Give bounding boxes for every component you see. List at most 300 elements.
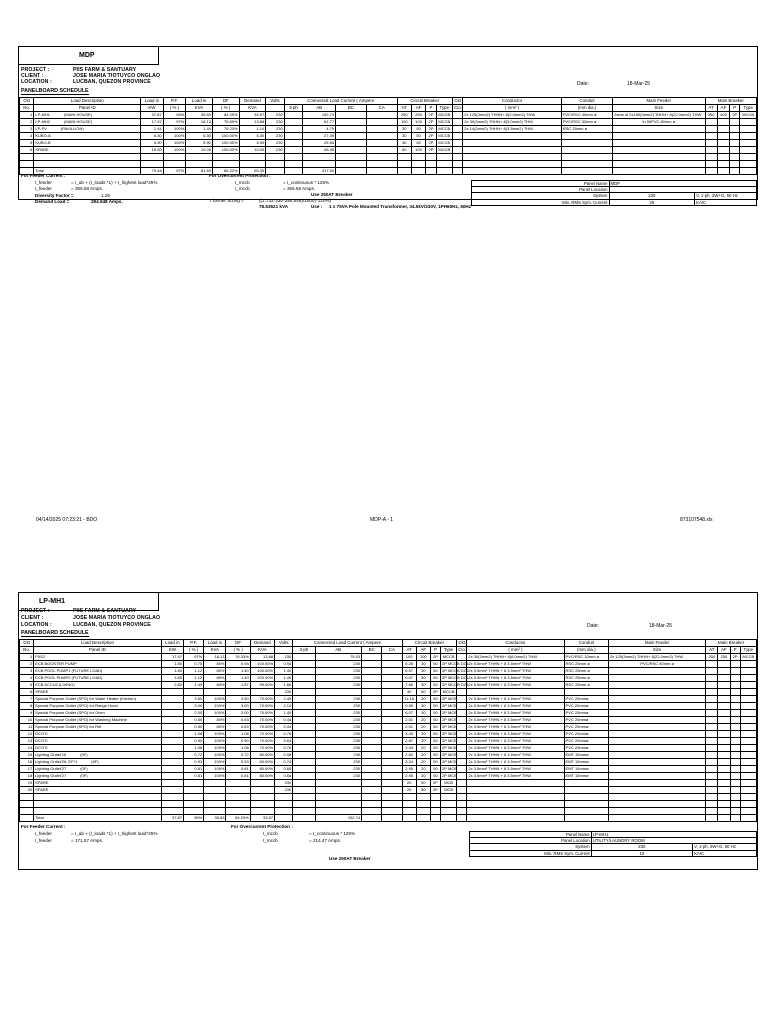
cell-3ph bbox=[284, 126, 302, 133]
panel-id-text: LP-MH2 bbox=[35, 119, 51, 125]
cell-empty bbox=[730, 780, 740, 787]
cell-ca bbox=[382, 668, 402, 675]
panel-id bbox=[34, 147, 141, 154]
col-subheader-af: AF bbox=[416, 647, 430, 654]
panel-id bbox=[34, 766, 162, 773]
cell-df: 3.50 bbox=[226, 696, 250, 703]
cell-cb-at: 3.43 bbox=[402, 745, 416, 752]
cell-ca bbox=[382, 717, 402, 724]
cell-bc bbox=[362, 682, 382, 689]
cell-mb-at: 350 bbox=[705, 112, 717, 119]
cell-cb-af: 100 bbox=[411, 119, 425, 126]
col-subheader-mmdia: (mm dia.) bbox=[561, 105, 612, 112]
cell-pf: 0.50 bbox=[183, 724, 203, 731]
cell-conduit: PVC 20mmø bbox=[564, 710, 609, 717]
cell-kva: 100% bbox=[204, 696, 226, 703]
cell-v: 0.76 bbox=[275, 745, 293, 752]
cell-3ph bbox=[293, 766, 315, 773]
cell-cb-p: 50 bbox=[430, 710, 440, 717]
ckt-no: 18 bbox=[20, 773, 34, 780]
cell-kw bbox=[161, 717, 183, 724]
cell-empty bbox=[706, 808, 718, 815]
ckt-no: 17 bbox=[20, 766, 34, 773]
cell-empty bbox=[706, 766, 718, 773]
cell-empty bbox=[226, 801, 250, 808]
cell-empty bbox=[718, 745, 730, 752]
date-value: 18-Mar-25 bbox=[649, 623, 673, 629]
panel-desc: (0F) bbox=[80, 766, 88, 772]
date-label: Date: bbox=[587, 623, 599, 629]
col-subheader-pct2: ( % ) bbox=[226, 647, 250, 654]
cell-cb-af: 50 bbox=[411, 126, 425, 133]
cell-pf: 95% bbox=[163, 112, 186, 119]
cell-cio bbox=[457, 731, 467, 738]
cell-cb-t: 2P MCB bbox=[442, 703, 457, 709]
cell-empty bbox=[402, 808, 416, 815]
cell-empty bbox=[564, 801, 609, 808]
cell-cb-af: 100 bbox=[416, 654, 430, 661]
cell-empty bbox=[718, 668, 730, 675]
cell-conduit: PVC 20mmø bbox=[564, 703, 609, 710]
table-row bbox=[20, 752, 757, 759]
cell-kw: 5.90 bbox=[141, 140, 164, 147]
table-row bbox=[20, 675, 757, 682]
cell-v: 0.74 bbox=[275, 759, 293, 766]
demand-value: 284.548 Amps. bbox=[91, 199, 123, 204]
cell-conduit bbox=[564, 689, 609, 696]
cell-empty bbox=[457, 794, 467, 801]
cell-3ph bbox=[293, 759, 315, 766]
cell-empty bbox=[740, 815, 756, 822]
col-header-pf: P.F. bbox=[163, 98, 186, 105]
cell-empty bbox=[740, 731, 756, 738]
cell-empty bbox=[718, 703, 730, 710]
cell-conductor bbox=[463, 147, 562, 154]
total-kw: 79.48 bbox=[141, 168, 164, 175]
ocp-2-lhs: I_mccb bbox=[235, 186, 250, 191]
cell-kw bbox=[161, 752, 183, 759]
cell-empty bbox=[718, 773, 730, 780]
panel-id bbox=[34, 738, 162, 745]
panel-name: LP-MH1 bbox=[591, 832, 756, 838]
cell-ab: 230 bbox=[315, 668, 362, 675]
cell-conduit: PVC/RSC 32mm ø bbox=[564, 654, 609, 661]
cell-empty bbox=[730, 133, 740, 140]
ocp-1-rhs: = I_continuous * 125% bbox=[309, 831, 356, 836]
cell-empty bbox=[561, 161, 612, 168]
cell-kva: 10.00 bbox=[186, 147, 213, 154]
cell-kva: 100% bbox=[204, 703, 226, 710]
col-subheader-pct: ( % ) bbox=[183, 647, 203, 654]
cell-empty bbox=[718, 752, 730, 759]
ckt-no: 9 bbox=[20, 710, 34, 717]
cell-ca bbox=[382, 780, 402, 787]
cell-empty bbox=[740, 668, 756, 675]
col-subheader-type: Type bbox=[436, 105, 452, 112]
col-subheader-size: Size bbox=[613, 105, 705, 112]
col-subheader-ca: CA bbox=[382, 647, 402, 654]
cell-kw: 1.44 bbox=[141, 126, 164, 133]
cell-mb-empty bbox=[705, 119, 717, 126]
cell-empty bbox=[717, 154, 729, 161]
cell-empty bbox=[706, 731, 718, 738]
panel-id-text: Special Purpose Outlet (SPO) for Ref bbox=[35, 724, 102, 730]
cell-empty bbox=[212, 161, 239, 168]
col-header-df: DF bbox=[212, 98, 239, 105]
cell-kva bbox=[204, 787, 226, 794]
cell-cio bbox=[457, 724, 467, 731]
table-row bbox=[20, 126, 757, 133]
cell-conductor: 2x 14(3mm2) THHN+ 8(3.5mm2) THW bbox=[463, 126, 562, 133]
cell-kw: 1.80 bbox=[161, 661, 183, 668]
cell-cb-t: 2P MCB bbox=[442, 696, 457, 702]
ocp-2-rhs: = 214.47 Amps. bbox=[309, 838, 342, 843]
cell-kva: 5.90 bbox=[186, 140, 213, 147]
cell-empty bbox=[426, 154, 436, 161]
cell-df: 75.69% bbox=[212, 119, 239, 126]
col-subheader-kva: KVA bbox=[186, 105, 213, 112]
cell-pf: 100% bbox=[163, 140, 186, 147]
cell-cb-af: 30 bbox=[416, 682, 430, 689]
col-header-conductor: Conductor bbox=[467, 640, 564, 647]
cell-empty bbox=[161, 801, 183, 808]
panel-id-text: KUBO-B bbox=[35, 140, 51, 146]
cell-pf: 0.75 bbox=[183, 661, 203, 668]
cell-empty bbox=[730, 154, 740, 161]
cell-df: 76.33% bbox=[226, 654, 250, 661]
cell-kva bbox=[204, 689, 226, 696]
cell-bc bbox=[336, 126, 367, 133]
cell-cb-af: 250 bbox=[411, 112, 425, 119]
feeder-formula-2-rhs: = 355.68 Amps. bbox=[71, 186, 104, 191]
cell-empty bbox=[204, 794, 226, 801]
ckt-no: 5 bbox=[20, 682, 34, 689]
cell-cio bbox=[457, 752, 467, 759]
cell-df bbox=[226, 780, 250, 787]
cell-empty bbox=[250, 808, 274, 815]
table-row-empty bbox=[20, 154, 757, 161]
cell-empty bbox=[161, 794, 183, 801]
col-header-volts: Volts bbox=[275, 640, 293, 647]
cell-empty bbox=[730, 745, 740, 752]
cell-dem bbox=[250, 689, 274, 696]
panel-id-text: SPARE bbox=[35, 689, 49, 695]
cell-dem bbox=[250, 780, 274, 787]
cell-empty bbox=[706, 773, 718, 780]
cell-empty bbox=[20, 815, 34, 822]
cell-kw: 6.30 bbox=[141, 133, 164, 140]
cell-empty bbox=[740, 745, 756, 752]
cell-v: 230 bbox=[275, 780, 293, 787]
cell-mb-empty bbox=[740, 119, 757, 126]
cell-3ph bbox=[284, 119, 302, 126]
cell-ca bbox=[382, 661, 402, 668]
cell-cb-p: 2P bbox=[430, 689, 440, 696]
cell-empty bbox=[730, 126, 740, 133]
cell-empty bbox=[204, 808, 226, 815]
panel-id-text: DCO'S bbox=[35, 731, 48, 737]
cell-empty bbox=[609, 759, 706, 766]
cell-cb-t: 2P MCB bbox=[442, 710, 457, 716]
cell-kw: 10.00 bbox=[141, 147, 164, 154]
cell-empty bbox=[467, 794, 564, 801]
system-spec: V, 1-ph, 2W+G, 60 Hz bbox=[693, 844, 757, 850]
cell-ab: 230 bbox=[315, 696, 362, 703]
cell-bc bbox=[362, 696, 382, 703]
cell-cb-af: 30 bbox=[416, 675, 430, 682]
cell-ab: 25.65 bbox=[303, 140, 336, 147]
cell-empty bbox=[609, 731, 706, 738]
cell-pf: 1.12 bbox=[183, 668, 203, 675]
cell-ca bbox=[366, 147, 397, 154]
cell-empty bbox=[436, 161, 452, 168]
panel-id-text: Special Purpose Outlet (SPO) for Oven bbox=[35, 710, 105, 716]
cell-cb-p: 2P bbox=[430, 654, 440, 661]
cell-3ph bbox=[293, 661, 315, 668]
panelboard-sheet-lp-mh1 bbox=[18, 592, 758, 870]
ocp-1-lhs: I_mccb bbox=[235, 180, 250, 185]
cell-cb-at: 2.87 bbox=[402, 738, 416, 745]
ckt-no: 6 bbox=[20, 689, 34, 696]
table-row bbox=[20, 780, 757, 787]
cell-dem: 1.10 bbox=[239, 126, 266, 133]
cell-cb-af: 100 bbox=[411, 147, 425, 154]
cell-conductor: 2x 30(3mm2) THHN+ 8(6.0mm2) THW bbox=[467, 654, 564, 661]
cell-conduit: EMT 15mmø bbox=[564, 773, 609, 780]
cell-ca bbox=[382, 724, 402, 731]
panel-title: MDP bbox=[19, 47, 159, 65]
cell-empty bbox=[730, 724, 740, 731]
cell-cio bbox=[457, 717, 467, 724]
cell-bc bbox=[362, 745, 382, 752]
cell-ca bbox=[382, 787, 402, 794]
cell-kw bbox=[161, 724, 183, 731]
cell-cb-at: 30 bbox=[397, 140, 411, 147]
cell-dem: 13.88 bbox=[250, 654, 274, 661]
cell-ab: 230 bbox=[315, 724, 362, 731]
cell-empty bbox=[402, 801, 416, 808]
cell-empty bbox=[397, 154, 411, 161]
col-subheader-af: AF bbox=[718, 647, 730, 654]
cell-kva: 80% bbox=[204, 717, 226, 724]
col-header-ckt2: Ckt bbox=[458, 640, 466, 646]
cell-empty bbox=[436, 154, 452, 161]
cell-empty bbox=[705, 161, 717, 168]
panel-id-text: Lighting Outlet'27 bbox=[35, 766, 67, 772]
cell-empty bbox=[706, 682, 718, 689]
cell-kva: 100% bbox=[204, 759, 226, 766]
cell-conduit: PVC 20mmø bbox=[564, 696, 609, 703]
cell-empty bbox=[453, 161, 463, 168]
total-ab: 152.74 bbox=[315, 815, 362, 822]
cell-cb-p: 50 bbox=[430, 745, 440, 752]
cell-dem: 70.00% bbox=[250, 724, 274, 731]
col-subheader-panel_id: Panel ID bbox=[34, 105, 141, 112]
cell-cb-t: 2P MCCB DOL bbox=[442, 675, 470, 681]
panel-id bbox=[34, 140, 141, 147]
cell-pf: 1.08 bbox=[183, 731, 203, 738]
panel-id-text: LP-PV bbox=[35, 126, 47, 132]
cell-bc bbox=[336, 147, 367, 154]
cell-ab: 230 bbox=[315, 703, 362, 710]
cell-kva: 6.30 bbox=[186, 133, 213, 140]
table-row bbox=[20, 787, 757, 794]
cell-conduit: PVC 20mmø bbox=[564, 724, 609, 731]
cell-empty bbox=[717, 161, 729, 168]
cell-empty bbox=[730, 752, 740, 759]
cell-3ph bbox=[293, 745, 315, 752]
cell-empty bbox=[705, 140, 717, 147]
cell-empty bbox=[706, 724, 718, 731]
table-row bbox=[20, 703, 757, 710]
cell-empty bbox=[706, 738, 718, 745]
cell-3ph bbox=[293, 710, 315, 717]
cell-conduit: PVC 20mmø bbox=[564, 745, 609, 752]
cell-pf: 0.90 bbox=[183, 738, 203, 745]
cell-mb-af: 400 bbox=[717, 112, 729, 119]
col-header-load_in2: Load in bbox=[204, 640, 226, 647]
table-row-empty bbox=[20, 794, 757, 801]
tformer-value: 78.53521 kVA bbox=[259, 204, 289, 209]
cell-ca bbox=[382, 682, 402, 689]
cell-empty bbox=[34, 154, 141, 161]
cell-kva bbox=[204, 780, 226, 787]
cell-empty bbox=[718, 794, 730, 801]
cell-conductor bbox=[463, 140, 562, 147]
cell-ca bbox=[382, 759, 402, 766]
cell-conduit: EMT 15mmø bbox=[564, 752, 609, 759]
cell-cb-at: 100 bbox=[402, 654, 416, 661]
cell-conductor: 2x 3.5mm² THHN + 8 3.5mm² THW bbox=[467, 773, 564, 780]
diversity-label: Diversity Factor = bbox=[35, 193, 74, 198]
cell-empty bbox=[717, 168, 729, 175]
panel-id bbox=[34, 119, 141, 126]
total-dem: 69.35 bbox=[239, 168, 266, 175]
cell-v: 0.76 bbox=[275, 731, 293, 738]
cell-conduit: RSC 25mm ø bbox=[564, 661, 609, 668]
cell-dem: 80.00% bbox=[250, 766, 274, 773]
cell-empty bbox=[718, 710, 730, 717]
cell-empty bbox=[426, 161, 436, 168]
cell-cb-af: 20 bbox=[416, 759, 430, 766]
cell-empty bbox=[362, 801, 382, 808]
cell-empty bbox=[740, 689, 756, 696]
cell-empty bbox=[467, 815, 564, 822]
cell-empty bbox=[293, 794, 315, 801]
cell-conductor: 2x 3.5mm² THHN + 8 3.5mm² THW bbox=[467, 738, 564, 745]
cell-ca bbox=[382, 703, 402, 710]
col-header-ckt: Ckt bbox=[20, 98, 34, 105]
cell-cb-at: 250 bbox=[397, 112, 411, 119]
cell-v: 0.44 bbox=[275, 717, 293, 724]
cell-empty bbox=[366, 161, 397, 168]
cell-bc bbox=[362, 766, 382, 773]
cell-cb-af: 20 bbox=[416, 752, 430, 759]
cell-mb-empty bbox=[730, 661, 740, 668]
cell-df: 0.94 bbox=[226, 661, 250, 668]
cell-cb-af: 20 bbox=[416, 717, 430, 724]
cell-cb-at: 2.95 bbox=[402, 773, 416, 780]
cell-cb-p: 50 bbox=[430, 675, 440, 682]
cell-empty bbox=[362, 808, 382, 815]
cell-cio bbox=[457, 766, 467, 773]
col-subheader-at: AT bbox=[397, 105, 411, 112]
cell-cb-af: 30 bbox=[416, 668, 430, 675]
col-subheader-kw: KW bbox=[141, 105, 164, 112]
cell-pf: 0.81 bbox=[183, 766, 203, 773]
cell-conductor bbox=[467, 787, 564, 794]
cell-ab: 4.79 bbox=[303, 126, 336, 133]
cell-cb-af: 30 bbox=[416, 703, 430, 710]
ocp-1-lhs: I_mccb bbox=[263, 831, 278, 836]
col-header-conn-load: Connected Load Current ( Ampere bbox=[284, 98, 397, 105]
col-subheader-kva: KVA bbox=[204, 647, 226, 654]
cell-cb-af: 20 bbox=[416, 731, 430, 738]
cell-v: 0.44 bbox=[275, 724, 293, 731]
cell-empty bbox=[303, 154, 336, 161]
cell-empty bbox=[315, 808, 362, 815]
col-header-conduit: Conduit bbox=[564, 640, 609, 647]
col-header-main-feeder: Main Feeder bbox=[609, 640, 706, 647]
cell-conduit bbox=[561, 147, 612, 154]
cell-empty bbox=[706, 801, 718, 808]
cell-dem: 100.00% bbox=[250, 668, 274, 675]
cell-empty bbox=[366, 154, 397, 161]
panel-desc: (MAIN HOUSE) bbox=[64, 112, 93, 118]
cell-cb-p: 50 bbox=[430, 703, 440, 710]
cell-ca bbox=[382, 766, 402, 773]
cell-empty bbox=[564, 794, 609, 801]
cell-empty bbox=[239, 161, 266, 168]
cell-empty bbox=[457, 801, 467, 808]
cell-cio bbox=[457, 710, 467, 717]
cell-ab: 230 bbox=[315, 717, 362, 724]
tformer-formula: ((1.732*230*284.548)/1000)*120%) bbox=[259, 198, 332, 203]
cell-kva: 80% bbox=[204, 668, 226, 675]
cell-empty bbox=[609, 808, 706, 815]
cell-pf: 1.49 bbox=[183, 682, 203, 689]
cell-empty bbox=[20, 801, 34, 808]
cell-empty bbox=[740, 675, 756, 682]
cell-pf: 100% bbox=[163, 133, 186, 140]
tformer-label: T'former Sizing = bbox=[209, 198, 244, 203]
cell-empty bbox=[226, 808, 250, 815]
cell-empty bbox=[740, 161, 757, 168]
cell-conductor bbox=[467, 780, 564, 787]
cell-empty bbox=[609, 717, 706, 724]
panel-id-text: Lighting Outlet'26, EF*1 bbox=[35, 759, 78, 765]
col-subheader-af: AF bbox=[411, 105, 425, 112]
cell-empty bbox=[416, 801, 430, 808]
cell-empty bbox=[740, 766, 756, 773]
cell-3ph bbox=[293, 724, 315, 731]
date-label: Date: bbox=[577, 81, 589, 87]
cell-cio bbox=[453, 126, 463, 133]
cell-empty bbox=[740, 168, 757, 175]
table-row bbox=[20, 731, 757, 738]
panel-id-text: SPARE bbox=[35, 787, 49, 793]
table-row bbox=[20, 717, 757, 724]
ckt-no: 1 bbox=[20, 654, 34, 661]
cell-empty bbox=[303, 161, 336, 168]
col-subheader-three_ph: 3-ph bbox=[293, 647, 315, 654]
cell-conductor: 2x 5.5mm² THHN + 8 3.5mm² THW bbox=[467, 682, 564, 689]
cell-empty bbox=[740, 724, 756, 731]
cell-cb-p: 2P bbox=[426, 112, 436, 119]
cell-main-feeder: 2x 125(3mm2) THHN+ 8(22.0mm2) THW bbox=[609, 654, 706, 661]
cell-empty bbox=[609, 689, 706, 696]
project-line: PROJECT : PIIS FARM & SANTUARY bbox=[21, 608, 137, 614]
